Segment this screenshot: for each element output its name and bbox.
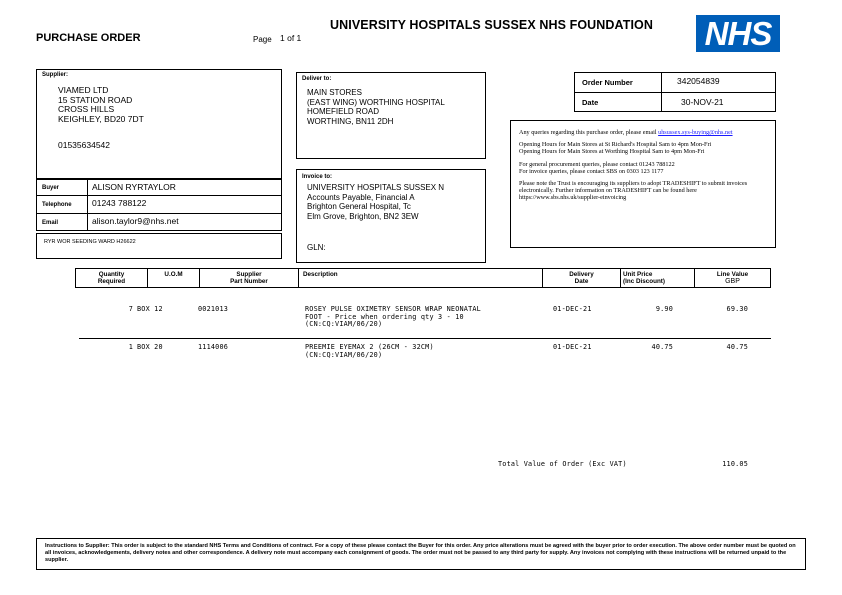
column-header-description: Description [303, 271, 338, 278]
buyer-box [36, 179, 282, 231]
row-uom: BOX 12 [137, 305, 163, 313]
queries-email-link[interactable]: uhsussex.sys-buying@nhs.net [658, 129, 733, 136]
page-label: Page [253, 35, 272, 44]
column-header-text: Supplier [236, 271, 262, 278]
invoice-queries: For invoice queries, please contact SBS on 0303 123 1177 [519, 167, 664, 175]
column-header-text: Part Number [230, 278, 268, 285]
supplier-address-line: KEIGHLEY, BD20 7DT [58, 113, 144, 124]
buyer-telephone: 01243 788122 [92, 198, 147, 208]
column-header-line-value [695, 271, 770, 285]
column-header-supplier-part [200, 271, 298, 285]
row-uom: BOX 20 [137, 343, 163, 351]
deliver-to-label: Deliver to: [302, 76, 332, 82]
tradeshift-notice: Please note the Trust is encouraging its suppliers to adopt TRADESHIFT to submit invoices electronically. Further information on TRADESHIFT can be found here https://www.sbs.nhs.uk/supplier-einvoicing [519, 180, 748, 202]
order-reference: RYR WOR SEEDING WARD H26622 [44, 239, 136, 245]
page-number: 1 of 1 [280, 33, 302, 43]
telephone-label: Telephone [42, 202, 72, 208]
column-header-text: Line Value [716, 271, 749, 278]
column-header-text: Quantity [98, 271, 125, 278]
row-description-line: PREEMIE EYEMAX 2 (26CM - 32CM) [305, 343, 434, 351]
deliver-to-line: WORTHING, BN11 2DH [307, 116, 394, 126]
invoice-to-address [307, 183, 444, 222]
buyer-email: alison.taylor9@nhs.net [92, 216, 179, 226]
column-header-quantity [76, 271, 147, 285]
total-value: 110.05 [722, 460, 748, 468]
column-header-text: Delivery [569, 271, 594, 278]
supplier-phone: 01535634542 [58, 140, 111, 150]
column-header-unit-price [623, 271, 665, 285]
nhs-logo: NHS [696, 15, 780, 52]
instructions-text: This order is subject to the standard NHS Terms and Conditions of contract. For a copy of these please contact the Buyer for this order. Any price alterations must be agreed with the buyer prior to order execution. The above order number must be quoted on all invoices, acknowledgements, delivery notes and other correspondence. A delivery note must accompany each consignment of goods. The order must not be passed to any third party for supply. Any invoices not complying with these instructions will be returned unpaid to the supplier. [45, 543, 796, 564]
deliver-to-address [307, 88, 445, 126]
supplier-address-line: VIAMED LTD [58, 85, 109, 95]
supplier-address-line: CROSS HILLS [58, 104, 115, 114]
document-title: PURCHASE ORDER [36, 32, 141, 44]
invoice-to-line: Elm Grove, Brighton, BN2 3EW [307, 212, 419, 222]
order-date-label: Date [582, 98, 599, 107]
organisation-name: UNIVERSITY HOSPITALS SUSSEX NHS FOUNDATION [330, 18, 653, 32]
hours-st-richards: Opening Hours for Main Stores at St Richard's Hospital Sam to 4pm Mon-Fri [519, 141, 712, 149]
order-date: 30-NOV-21 [681, 97, 724, 107]
row-description [305, 306, 481, 329]
row-line-value: 40.75 [726, 343, 748, 351]
row-description-line: (CN:CQ:VIAM/06/20) [305, 320, 383, 328]
deliver-to-line: (EAST WING) WORTHING HOSPITAL [307, 97, 445, 107]
reference-box [36, 233, 282, 259]
row-description-line: FOOT - Price when ordering qty 3 - 10 [305, 312, 464, 321]
table-row [0, 344, 842, 364]
column-header-text: GBP [725, 278, 740, 285]
buyer-divider [37, 195, 281, 196]
row-description-line: ROSEY PULSE OXIMETRY SENSOR WRAP NEONATAL [305, 305, 481, 313]
deliver-to-box [296, 72, 486, 159]
column-header-delivery-date [543, 271, 620, 285]
column-header-text: Date [574, 278, 589, 285]
supplier-box [36, 69, 282, 179]
row-description [305, 344, 434, 359]
supplier-address-line: 15 STATION ROAD [58, 94, 133, 105]
table-row [0, 306, 842, 336]
information-box [510, 120, 776, 248]
column-header-text: Unit Price [623, 271, 653, 278]
row-unit-price: 9.90 [655, 305, 673, 313]
buyer-divider [37, 213, 281, 214]
queries-text: Any queries regarding this purchase order, please email [519, 129, 657, 136]
supplier-label: Supplier: [42, 72, 69, 78]
deliver-to-line: MAIN STORES [307, 88, 362, 97]
column-header-uom: U.O.M [164, 271, 183, 278]
row-separator [79, 338, 771, 339]
row-description-line: (CN:CQ:VIAM/06/20) [305, 350, 383, 359]
buyer-divider [87, 180, 88, 230]
procurement-queries: For general procurement queries, please contact 01243 788122 [519, 160, 675, 168]
invoice-to-label: Invoice to: [302, 174, 333, 180]
invoice-to-line: Brighton General Hospital, Tc [307, 202, 411, 212]
row-quantity: 1 [128, 343, 133, 351]
email-label: Email [42, 220, 59, 226]
header-divider [620, 269, 621, 287]
order-number-label: Order Number [582, 78, 633, 87]
column-header-text: Required [97, 278, 126, 285]
buyer-label: Buyer [42, 185, 60, 191]
column-header-text: (Inc Discount) [623, 278, 665, 285]
supplier-instructions [36, 538, 806, 570]
header-divider [298, 269, 299, 287]
deliver-to-line: HOMEFIELD ROAD [307, 107, 380, 116]
invoice-to-line: UNIVERSITY HOSPITALS SUSSEX N [307, 183, 445, 192]
row-unit-price: 40.75 [651, 343, 673, 351]
gln-label: GLN: [307, 243, 326, 252]
invoice-to-line: Accounts Payable, Financial A [307, 192, 415, 202]
buyer-name: ALISON RYRTAYLOR [92, 182, 176, 192]
instructions-heading: Instructions to Supplier: [45, 543, 110, 549]
order-number: 342054839 [677, 76, 720, 86]
total-label: Total Value of Order (Exc VAT) [498, 460, 627, 468]
table-header [75, 268, 771, 288]
supplier-address [58, 86, 144, 124]
order-details-divider [575, 92, 775, 93]
row-part-number: 0021013 [198, 305, 229, 313]
row-part-number: 1114006 [198, 343, 229, 351]
invoice-to-box [296, 169, 486, 263]
row-delivery-date: 01-DEC-21 [553, 343, 592, 351]
hours-worthing: Opening Hours for Main Stores at Worthing Hospital Sam to 4pm Mon-Fri [519, 148, 705, 156]
row-line-value: 69.30 [726, 305, 748, 313]
row-quantity: 7 [128, 305, 133, 313]
order-details-box [574, 72, 776, 112]
row-delivery-date: 01-DEC-21 [553, 305, 592, 313]
